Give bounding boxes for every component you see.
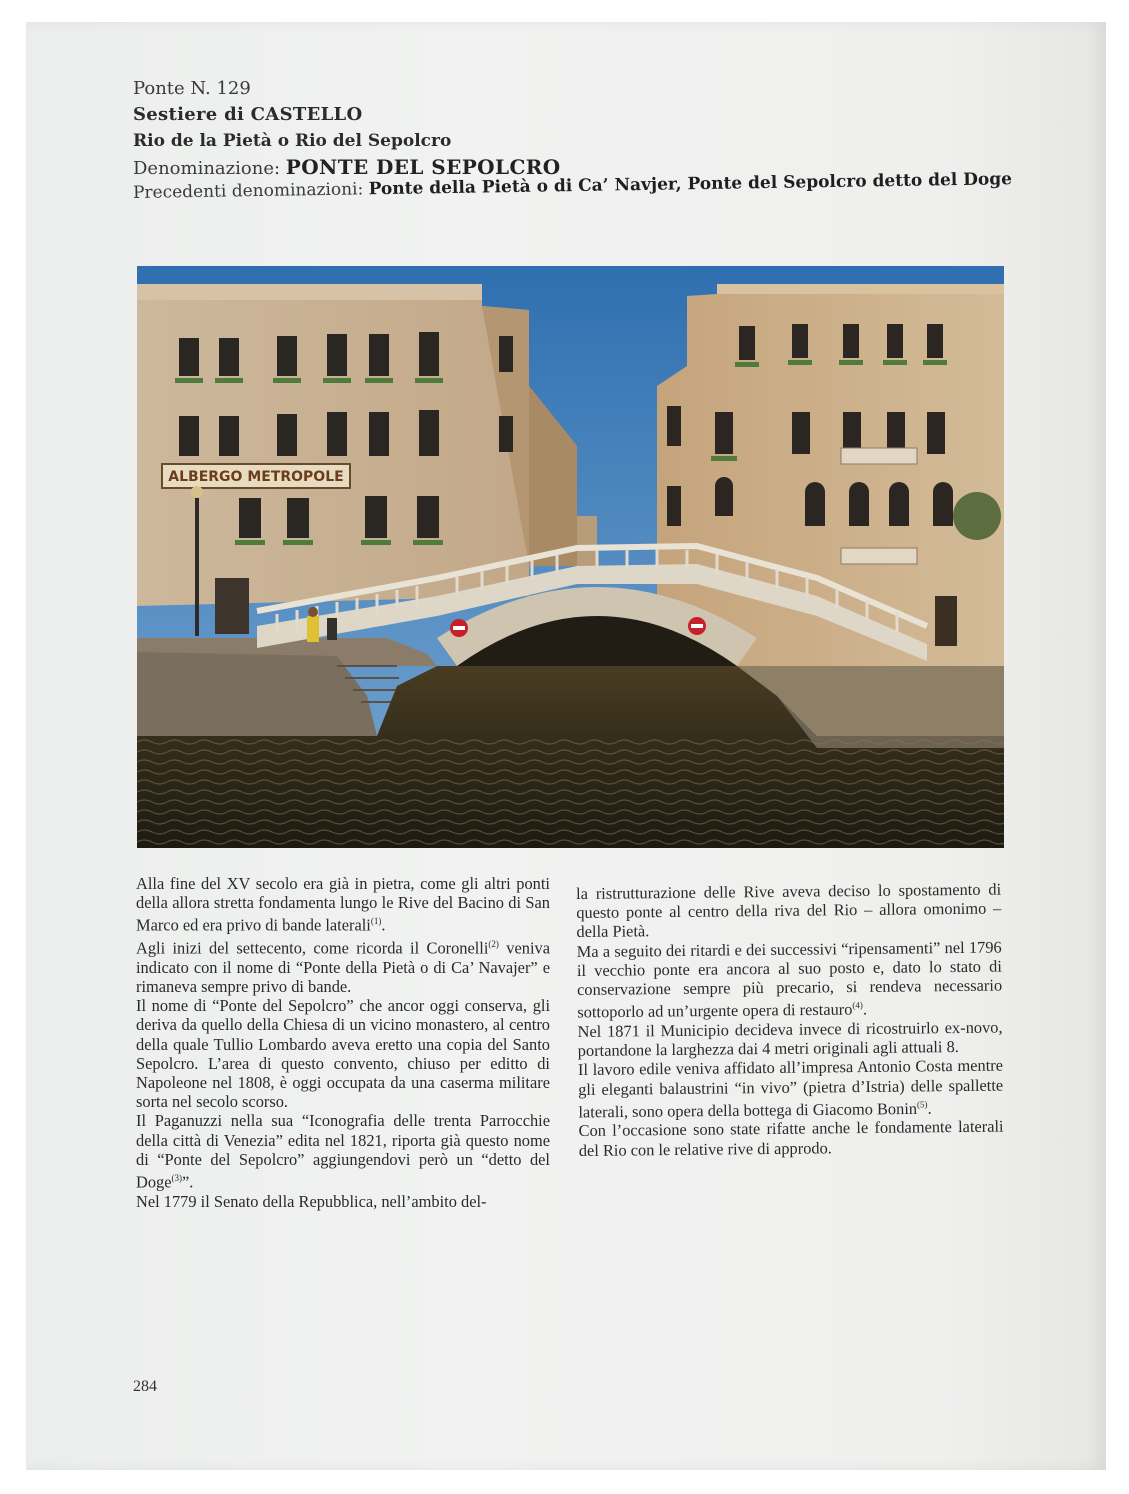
hotel-sign-text: ALBERGO METROPOLE xyxy=(168,469,344,485)
bridge-header xyxy=(133,76,1012,206)
paragraph: Il Paganuzzi nella sua “Iconografia delle trenta Parrocchie della città di Venezia” edita nel 1821, riporta già questo nome di “Ponte del Sepolcro” aggiungendovi però un “detto del Doge$^{(3)}$”. xyxy=(136,1111,550,1192)
precedenti-value: Ponte della Pietà o di Ca’ Navjer, Ponte del Sepolcro detto del Doge xyxy=(368,169,1013,200)
paragraph: Nel 1871 il Municipio decideva invece di ricostruirlo ex-novo, portandone la larghezza dai 4 metri originali agli attuali 8. xyxy=(577,1017,1003,1061)
paragraph: Ma a seguito dei ritardi e dei successivi “ripensamenti” nel 1796 il vecchio ponte era ancora al suo posto e, dato lo stato di conservazione sempre più precario, si rendeva necessario sottoporlo ad un’urgente opera di restauro$^{(4)}$. xyxy=(576,937,1003,1022)
body-right-column xyxy=(576,880,1004,1160)
paragraph: la ristrutturazione delle Rive aveva deciso lo spostamento di questo ponte al centro della riva del Rio – allora omonimo – della Pietà. xyxy=(576,879,1002,942)
precedenti-label: Precedenti denominazioni: xyxy=(132,179,364,203)
rio-name: Rio de la Pietà o Rio del Sepolcro xyxy=(133,131,452,151)
bridge-photo xyxy=(137,266,1004,848)
paragraph: Il lavoro edile veniva affidato all’impresa Antonio Costa mentre gli eleganti balaustrini “in vivo” (pietra d’Istria) delle spallette laterali, sono opera della bottega di Giacomo Bonin$^{(5)}$. xyxy=(577,1055,1004,1122)
body-left-column xyxy=(136,874,550,1211)
page-number: 284 xyxy=(133,1378,157,1395)
sestiere: Sestiere di CASTELLO xyxy=(133,104,363,125)
paragraph: Nel 1779 il Senato della Repubblica, nell’ambito del- xyxy=(136,1191,487,1211)
paragraph: Agli inizi del settecento, come ricorda il Coronelli$^{(2)}$ veniva indicato con il nome di “Ponte della Pietà o di Ca’ Navajer” e rimaneva sempre privo di bande. xyxy=(136,938,550,996)
paragraph: Il nome di “Ponte del Sepolcro” che ancor oggi conserva, gli deriva da quello della Chiesa di un vicino monastero, al centro della quale Tullio Lombardo aveva eretto una copia del Santo Sepolcro. L’area di questo convento, chiuso per editto di Napoleone nel 1808, è oggi occupata da una caserma militare sorta nel secolo scorso. xyxy=(136,996,550,1112)
denominazione-label: Denominazione: xyxy=(133,158,281,179)
paragraph: Alla fine del XV secolo era già in pietra, come gli altri ponti della allora stretta fondamenta lungo le Rive del Bacino di San Marco ed era privo di bande laterali$^{(1)}$. xyxy=(136,874,550,935)
denominazione-value: PONTE DEL SEPOLCRO xyxy=(285,155,561,179)
paragraph: Con l’occasione sono state rifatte anche le fondamente laterali del Rio con le relative rive di approdo. xyxy=(578,1116,1004,1160)
ponte-number: Ponte N. 129 xyxy=(133,78,251,99)
